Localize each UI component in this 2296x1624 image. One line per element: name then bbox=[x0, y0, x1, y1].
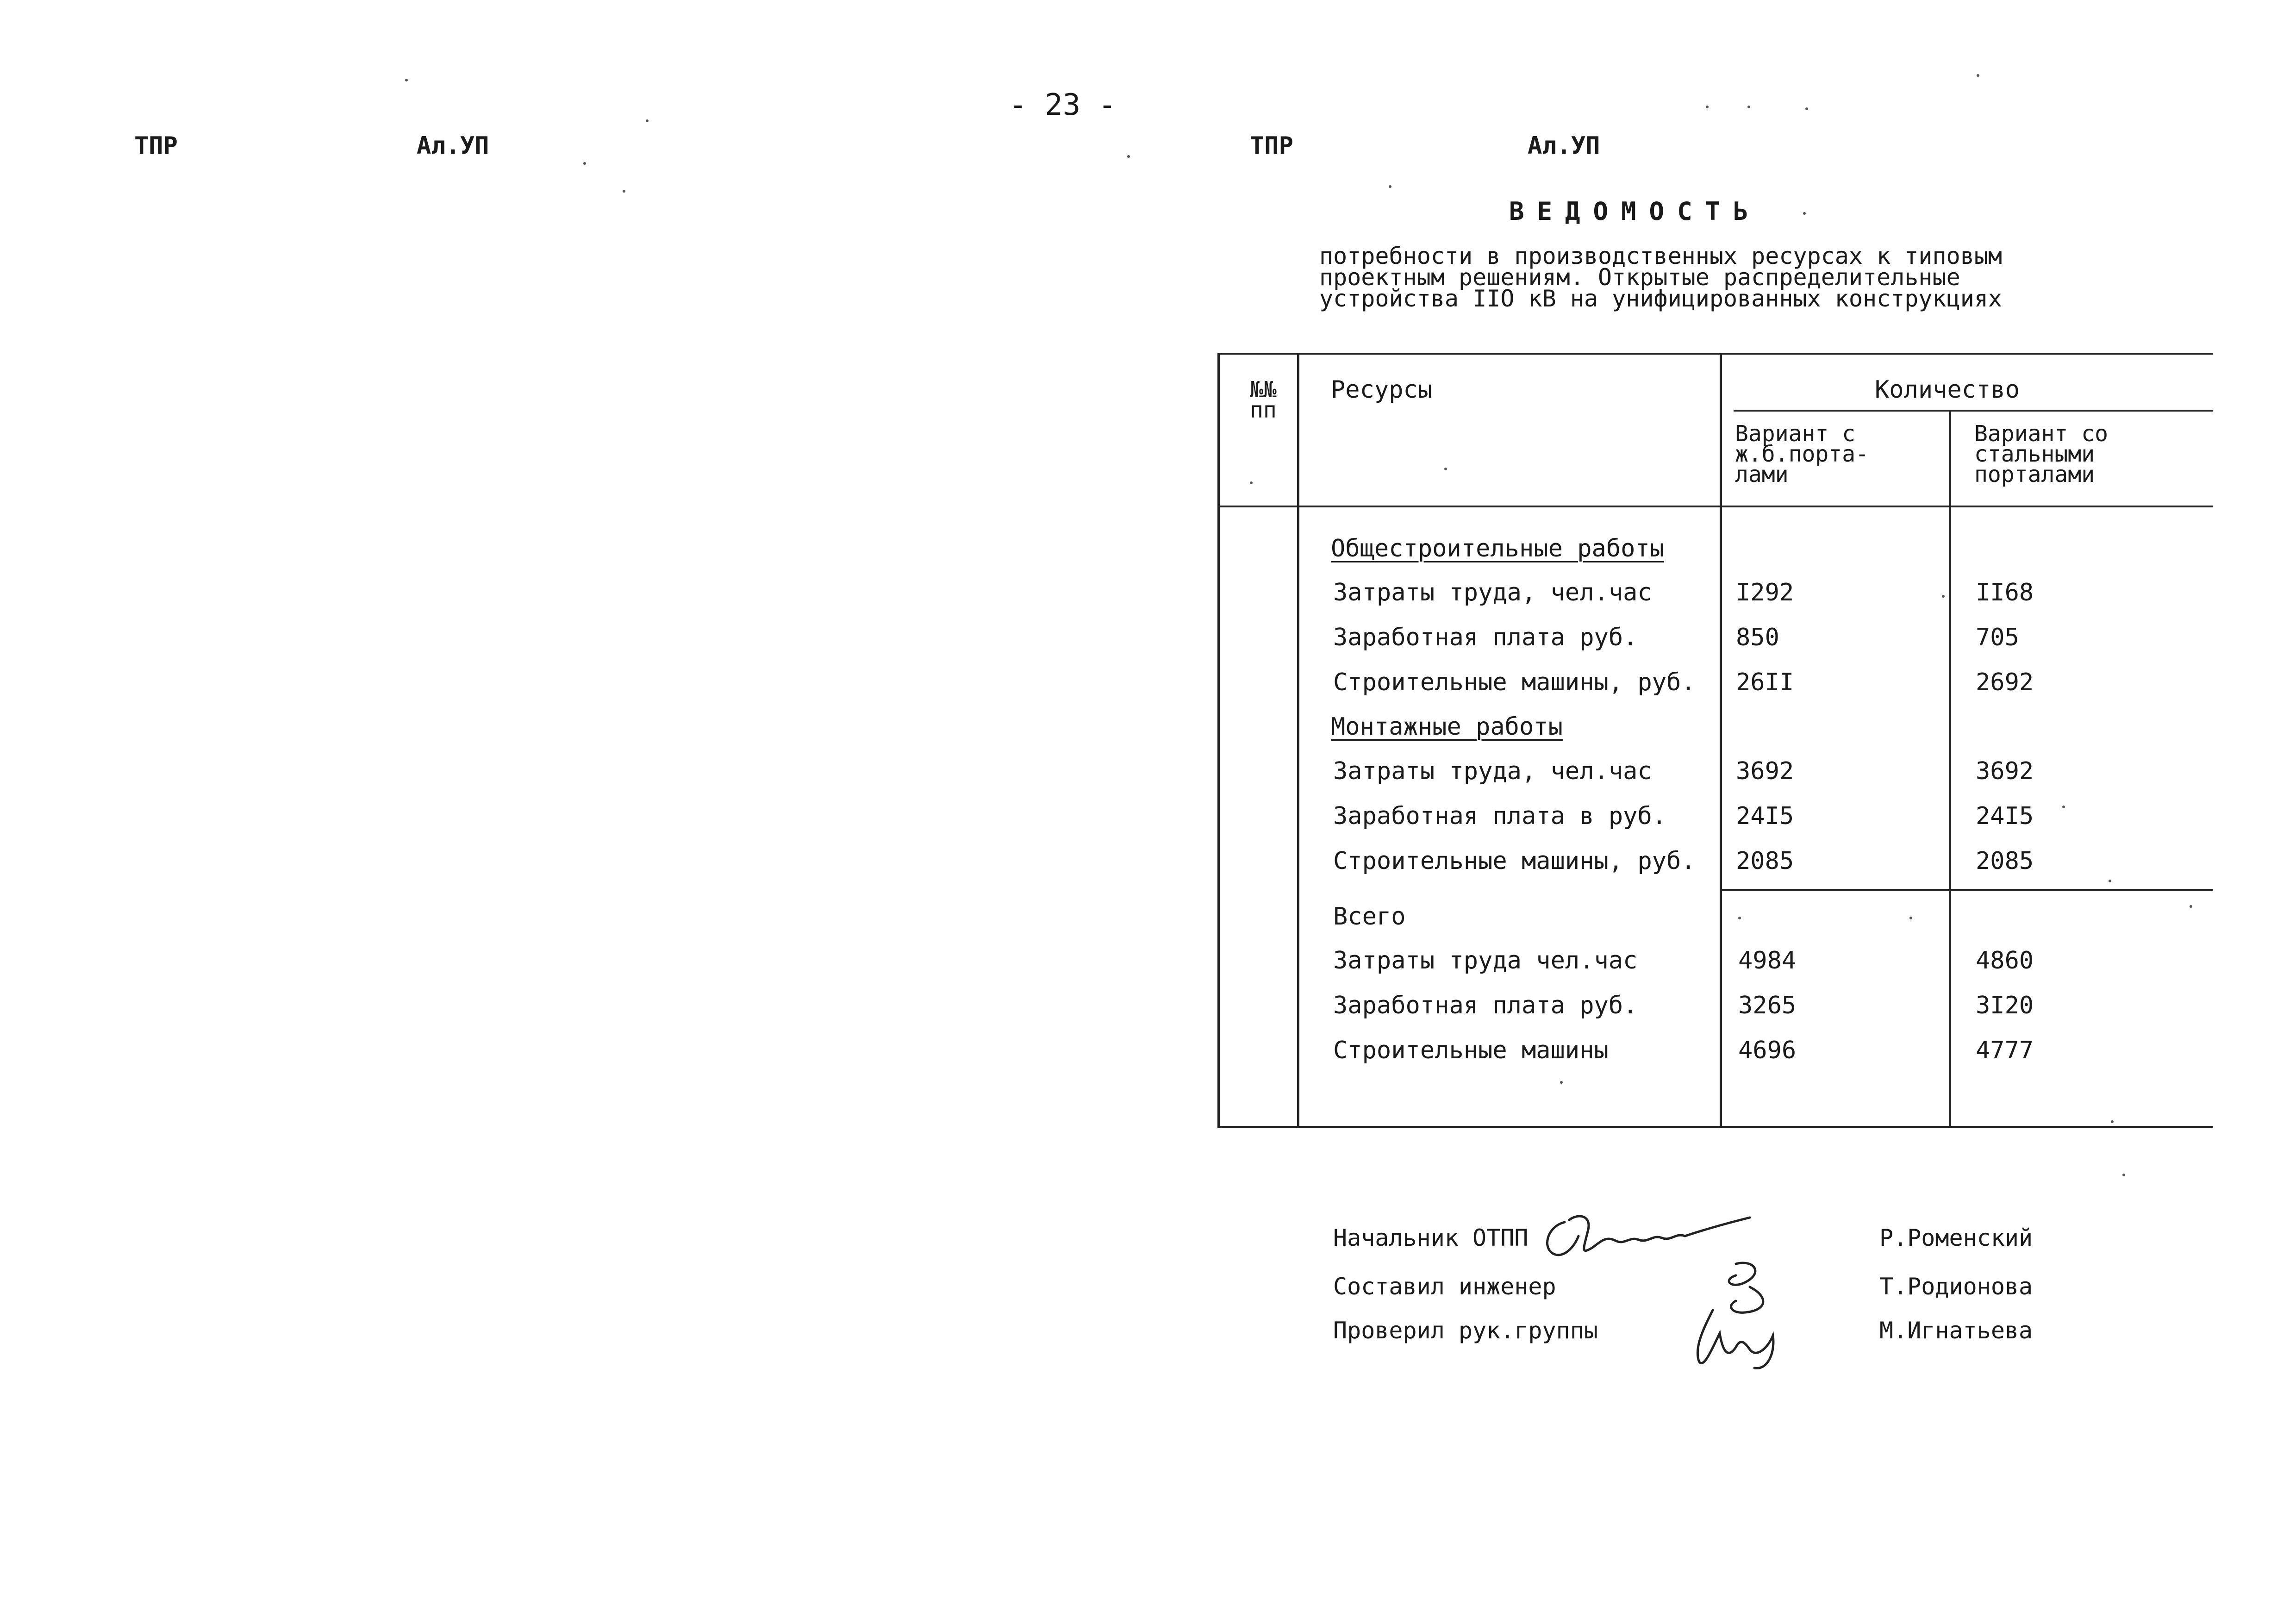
column-header-number: №№ пп bbox=[1250, 377, 1277, 423]
right-header-code: ТПР bbox=[1250, 132, 1293, 160]
signature-role: Составил инженер bbox=[1333, 1273, 1556, 1300]
column-header-variant-1: Вариант с ж.б.порта- лами bbox=[1735, 421, 1869, 487]
column-header-variant-2: Вариант со стальными порталами bbox=[1974, 421, 2108, 487]
table-cell-variant-1: 2085 bbox=[1736, 847, 1794, 875]
table-cell-variant-1: 4696 bbox=[1738, 1037, 1797, 1064]
table-cell-variant-2: 2085 bbox=[1976, 847, 2034, 875]
table-row-label: Затраты труда, чел.час bbox=[1333, 757, 1652, 785]
document-subtitle: потребности в производственных ресурсах к типовым проектным решениям. Открытые распределительные устройства IIO кВ на унифицированных конструкциях bbox=[1319, 243, 2003, 312]
table-cell-variant-2: 4860 bbox=[1976, 947, 2034, 974]
table-row-label: Заработная плата в руб. bbox=[1333, 802, 1667, 830]
table-cell-variant-2: II68 bbox=[1976, 579, 2034, 606]
signature-name: Р.Роменский bbox=[1879, 1224, 2033, 1251]
document-title: ВЕДОМОСТЬ bbox=[1509, 197, 1761, 226]
table-row-label: Строительные машины, руб. bbox=[1333, 847, 1696, 875]
table-cell-variant-2: 705 bbox=[1976, 624, 2019, 651]
signature-role: Начальник ОТПП bbox=[1333, 1224, 1529, 1251]
table-cell-variant-1: 3265 bbox=[1738, 992, 1797, 1019]
table-row-label: Заработная плата руб. bbox=[1333, 992, 1638, 1019]
total-heading: Всего bbox=[1333, 903, 1406, 931]
signature-role: Проверил рук.группы bbox=[1333, 1317, 1598, 1344]
table-row-label: Затраты труда чел.час bbox=[1333, 947, 1638, 974]
table-cell-variant-1: 24I5 bbox=[1736, 802, 1794, 830]
column-header-quantity: Количество bbox=[1875, 376, 2020, 404]
table-cell-variant-1: 4984 bbox=[1738, 947, 1797, 974]
left-header-code: ТПР bbox=[134, 132, 178, 160]
left-header-album: Ал.УП bbox=[417, 132, 489, 160]
table-cell-variant-1: 26II bbox=[1736, 668, 1794, 696]
handwritten-signature-2 bbox=[1676, 1255, 1805, 1375]
table-row-label: Заработная плата руб. bbox=[1333, 624, 1638, 651]
signature-name: М.Игнатьева bbox=[1879, 1317, 2033, 1344]
table-cell-variant-1: 3692 bbox=[1736, 757, 1794, 785]
table-row-label: Строительные машины bbox=[1333, 1037, 1609, 1064]
page-number: - 23 - bbox=[1009, 88, 1117, 122]
table-cell-variant-2: 4777 bbox=[1976, 1037, 2034, 1064]
table-row-label: Строительные машины, руб. bbox=[1333, 668, 1696, 696]
right-header-album: Ал.УП bbox=[1528, 132, 1600, 160]
table-cell-variant-1: 850 bbox=[1736, 624, 1779, 651]
section-heading-general-construction: Общестроительные работы bbox=[1331, 535, 1665, 562]
signature-name: Т.Родионова bbox=[1879, 1273, 2033, 1300]
table-row-label: Затраты труда, чел.час bbox=[1333, 579, 1652, 606]
table-cell-variant-2: 3692 bbox=[1976, 757, 2034, 785]
table-cell-variant-2: 3I20 bbox=[1976, 992, 2034, 1019]
table-cell-variant-2: 2692 bbox=[1976, 668, 2034, 696]
table-cell-variant-1: I292 bbox=[1736, 579, 1794, 606]
column-header-resources: Ресурсы bbox=[1331, 376, 1433, 404]
section-heading-installation: Монтажные работы bbox=[1331, 713, 1563, 741]
table-cell-variant-2: 24I5 bbox=[1976, 802, 2034, 830]
